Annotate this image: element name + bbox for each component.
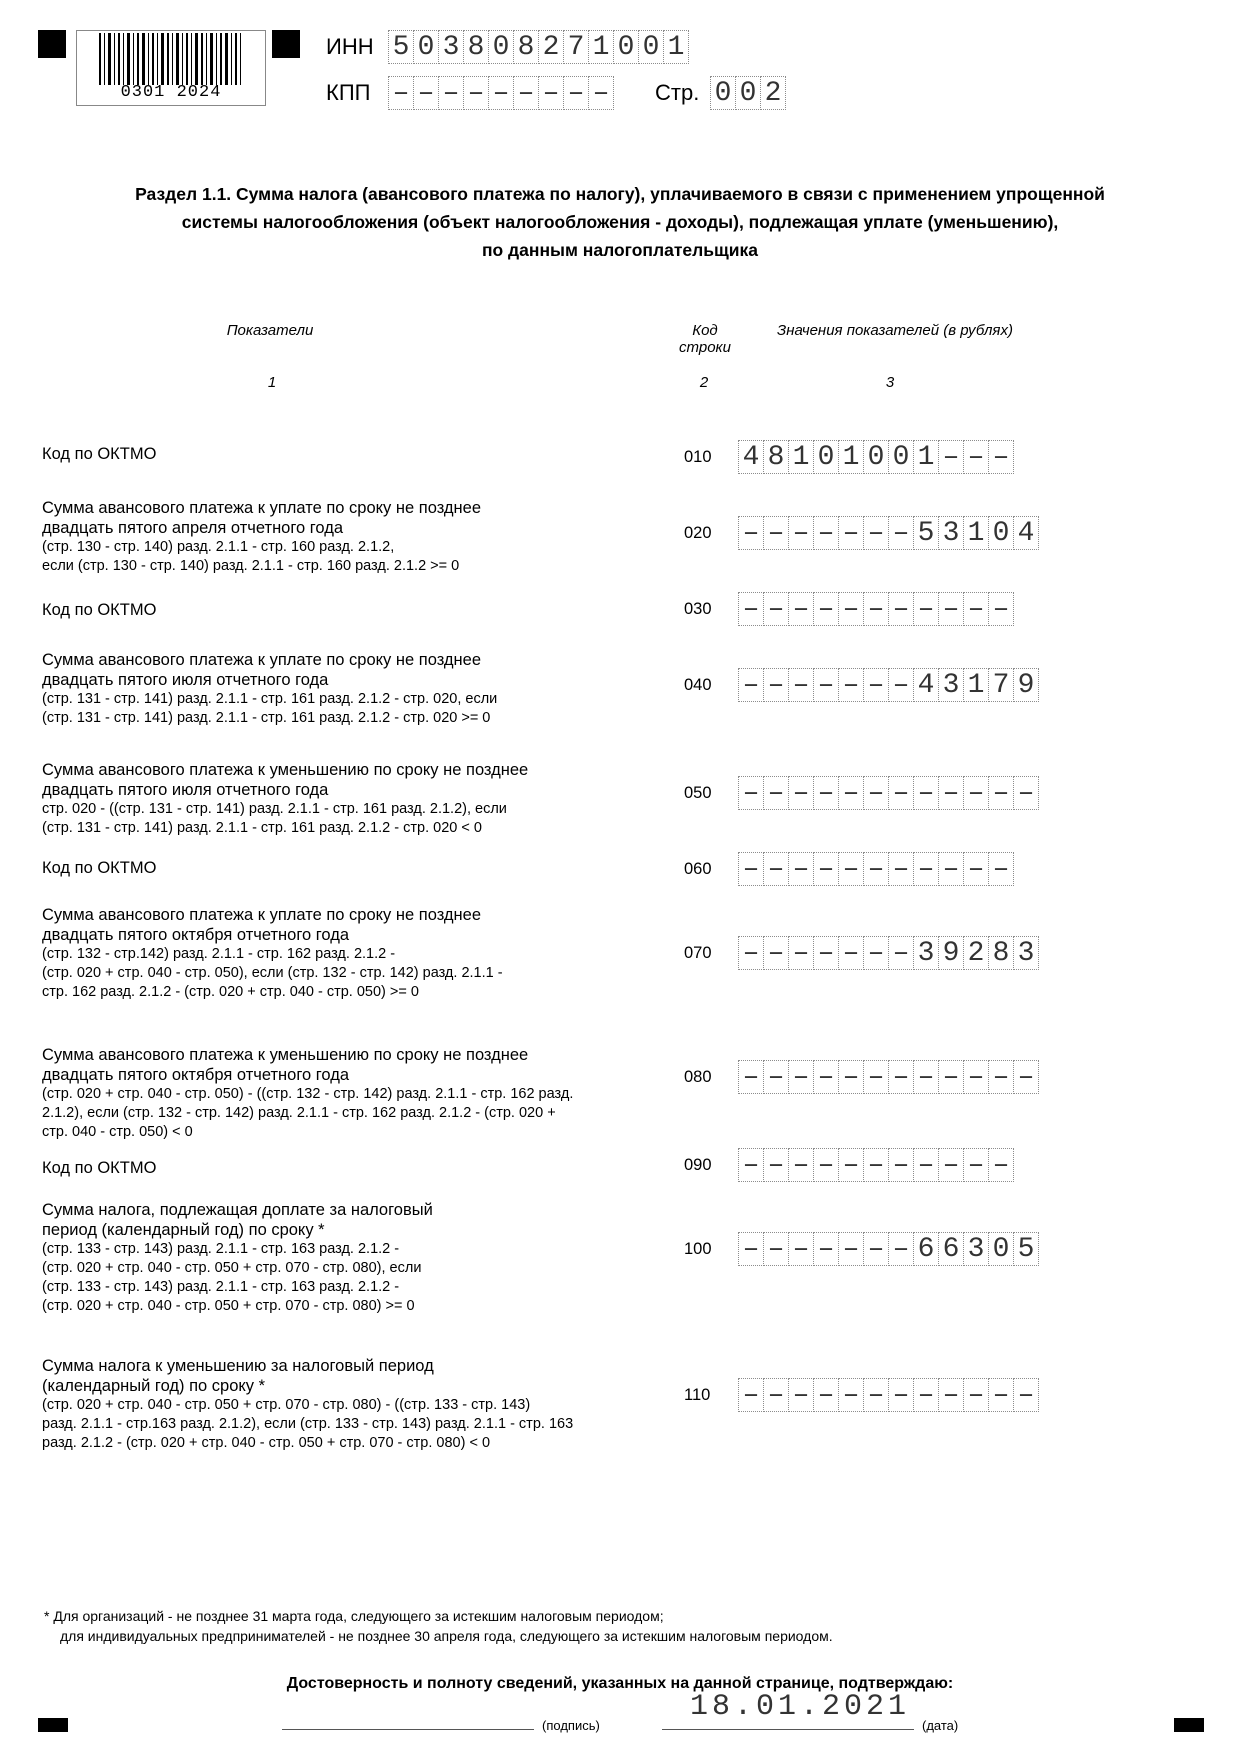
- section-title-line-3: по данным налогоплательщика: [481, 240, 759, 260]
- value-cell[interactable]: –: [888, 1378, 914, 1412]
- barcode-bars: [95, 33, 245, 85]
- value-cell[interactable]: –: [1013, 1378, 1039, 1412]
- indicator-title-line: двадцать пятого октября отчетного года: [42, 926, 350, 944]
- value-cell[interactable]: 3: [938, 668, 964, 702]
- value-cell[interactable]: –: [813, 852, 839, 886]
- value-cell[interactable]: –: [1013, 776, 1039, 810]
- indicator-label-010: [42, 444, 662, 464]
- inn-cell[interactable]: 3: [438, 30, 464, 64]
- value-cell[interactable]: –: [763, 1232, 789, 1266]
- value-cell[interactable]: –: [738, 776, 764, 810]
- value-cell[interactable]: –: [913, 1060, 939, 1094]
- value-cell[interactable]: –: [738, 668, 764, 702]
- indicator-formula-line: (стр. 131 - стр. 141) разд. 2.1.1 - стр. 161 разд. 2.1.2 - стр. 020 < 0: [42, 820, 482, 836]
- indicator-label-080: [42, 1045, 662, 1142]
- value-cell[interactable]: –: [838, 776, 864, 810]
- value-cells-090: [738, 1148, 1013, 1182]
- indicator-label-060: [42, 858, 662, 878]
- value-cell[interactable]: –: [738, 1378, 764, 1412]
- indicator-title-line: Сумма авансового платежа к уменьшению по сроку не позднее: [42, 1046, 529, 1064]
- inn-cell[interactable]: 1: [588, 30, 614, 64]
- indicator-label-030: [42, 600, 662, 620]
- value-cell[interactable]: –: [888, 1232, 914, 1266]
- value-cell[interactable]: –: [963, 1060, 989, 1094]
- indicator-formula-line: (стр. 020 + стр. 040 - стр. 050 + стр. 070 - стр. 080) - ((стр. 133 - стр. 143): [42, 1397, 531, 1413]
- value-cell[interactable]: –: [763, 1060, 789, 1094]
- indicator-title-line: период (календарный год) по сроку *: [42, 1221, 325, 1239]
- value-cell[interactable]: 1: [913, 440, 939, 474]
- value-cell[interactable]: –: [813, 1232, 839, 1266]
- value-cell[interactable]: 0: [863, 440, 889, 474]
- inn-cell[interactable]: 1: [663, 30, 689, 64]
- value-cell[interactable]: –: [963, 1378, 989, 1412]
- value-cell[interactable]: –: [863, 1232, 889, 1266]
- value-cell[interactable]: 4: [913, 668, 939, 702]
- value-cell[interactable]: 4: [1013, 516, 1039, 550]
- indicator-formula-line: (стр. 131 - стр. 141) разд. 2.1.1 - стр. 161 разд. 2.1.2 - стр. 020, если: [42, 691, 498, 707]
- indicator-formula-line: разд. 2.1.2 - (стр. 020 + стр. 040 - стр. 050 + стр. 070 - стр. 080) < 0: [42, 1435, 491, 1451]
- value-cell[interactable]: –: [838, 1378, 864, 1412]
- value-cell[interactable]: –: [738, 1232, 764, 1266]
- footnote-line-1: * Для организаций - не позднее 31 марта года, следующего за истекшим налоговым периодом;: [44, 1608, 664, 1624]
- value-cell[interactable]: –: [963, 1148, 989, 1182]
- value-cell[interactable]: –: [1013, 1060, 1039, 1094]
- column-header-code-line-1: Код: [692, 322, 718, 339]
- value-cell[interactable]: –: [788, 668, 814, 702]
- indicator-label-050: [42, 760, 662, 838]
- value-cell[interactable]: –: [888, 1060, 914, 1094]
- inn-cell[interactable]: 8: [513, 30, 539, 64]
- indicator-formula-line: (стр. 131 - стр. 141) разд. 2.1.1 - стр. 161 разд. 2.1.2 - стр. 020 >= 0: [42, 710, 491, 726]
- value-cell[interactable]: –: [888, 852, 914, 886]
- indicator-formula-line: (стр. 133 - стр. 143) разд. 2.1.1 - стр. 163 разд. 2.1.2 -: [42, 1279, 400, 1295]
- value-cell[interactable]: 8: [763, 440, 789, 474]
- value-cell[interactable]: –: [963, 776, 989, 810]
- value-cell[interactable]: –: [888, 516, 914, 550]
- line-code-030: 030: [684, 600, 712, 618]
- value-cell[interactable]: –: [963, 440, 989, 474]
- value-cell[interactable]: –: [763, 776, 789, 810]
- value-cell[interactable]: –: [988, 1378, 1014, 1412]
- value-cell[interactable]: 8: [988, 936, 1014, 970]
- value-cell[interactable]: –: [838, 1232, 864, 1266]
- column-header-indicators: Показатели: [226, 322, 314, 339]
- value-cell[interactable]: –: [763, 592, 789, 626]
- footnote-line-2: для индивидуальных предпринимателей - не позднее 30 апреля года, следующего за истекшим налоговым периодом.: [60, 1628, 833, 1644]
- value-cell[interactable]: 1: [838, 440, 864, 474]
- indicator-label-090: [42, 1158, 662, 1178]
- date-field[interactable]: [662, 1728, 914, 1730]
- section-title: [60, 180, 1180, 264]
- date-label: (дата): [922, 1718, 959, 1733]
- indicator-formula-line: (стр. 130 - стр. 140) разд. 2.1.1 - стр. 160 разд. 2.1.2,: [42, 539, 395, 555]
- value-cell[interactable]: –: [838, 1148, 864, 1182]
- value-cell[interactable]: 2: [963, 936, 989, 970]
- value-cells-040: [738, 668, 1038, 702]
- corner-marker-bottom-right: [1174, 1718, 1204, 1732]
- value-cell[interactable]: –: [788, 1060, 814, 1094]
- value-cell[interactable]: –: [863, 776, 889, 810]
- indicator-title-line: Код по ОКТМО: [42, 1159, 157, 1177]
- value-cell[interactable]: 7: [988, 668, 1014, 702]
- value-cell[interactable]: 1: [963, 668, 989, 702]
- kpp-cell[interactable]: –: [413, 76, 439, 110]
- value-cell[interactable]: –: [888, 936, 914, 970]
- value-cell[interactable]: –: [788, 1232, 814, 1266]
- value-cell[interactable]: –: [938, 1148, 964, 1182]
- value-cell[interactable]: 5: [1013, 1232, 1039, 1266]
- line-code-040: 040: [684, 676, 712, 694]
- indicator-formula-line: разд. 2.1.1 - стр.163 разд. 2.1.2), если (стр. 133 - стр. 143) разд. 2.1.1 - стр. 163: [42, 1416, 574, 1432]
- indicator-title-line: двадцать пятого апреля отчетного года: [42, 519, 344, 537]
- value-cell[interactable]: –: [863, 1148, 889, 1182]
- footnote: [44, 1606, 833, 1646]
- value-cell[interactable]: –: [913, 1378, 939, 1412]
- value-cell[interactable]: –: [838, 592, 864, 626]
- indicator-formula-line: (стр. 020 + стр. 040 - стр. 050), если (стр. 132 - стр. 142) разд. 2.1.1 -: [42, 965, 503, 981]
- value-cell[interactable]: –: [813, 668, 839, 702]
- signature-label: (подпись): [542, 1718, 600, 1733]
- indicator-formula-line: (стр. 132 - стр.142) разд. 2.1.1 - стр. 162 разд. 2.1.2 -: [42, 946, 396, 962]
- indicator-title-line: Сумма авансового платежа к уплате по сроку не позднее: [42, 499, 481, 517]
- value-cell[interactable]: –: [788, 516, 814, 550]
- line-code-050: 050: [684, 784, 712, 802]
- value-cells-060: [738, 852, 1013, 886]
- inn-cell[interactable]: 0: [613, 30, 639, 64]
- line-code-010: 010: [684, 448, 712, 466]
- value-cell[interactable]: –: [988, 1060, 1014, 1094]
- indicator-formula-line: (стр. 020 + стр. 040 - стр. 050 + стр. 070 - стр. 080) >= 0: [42, 1298, 415, 1314]
- value-cells-070: [738, 936, 1038, 970]
- indicator-formula-line: если (стр. 130 - стр. 140) разд. 2.1.1 - стр. 160 разд. 2.1.2 >= 0: [42, 558, 460, 574]
- value-cell[interactable]: –: [988, 776, 1014, 810]
- value-cell[interactable]: –: [763, 516, 789, 550]
- value-cell[interactable]: –: [813, 776, 839, 810]
- line-code-020: 020: [684, 524, 712, 542]
- value-cell[interactable]: –: [963, 852, 989, 886]
- value-cell[interactable]: –: [788, 592, 814, 626]
- value-cells-020: [738, 516, 1038, 550]
- value-cell[interactable]: –: [988, 1148, 1014, 1182]
- value-cell[interactable]: –: [938, 1378, 964, 1412]
- indicator-formula-line: (стр. 133 - стр. 143) разд. 2.1.1 - стр. 163 разд. 2.1.2 -: [42, 1241, 400, 1257]
- value-cell[interactable]: –: [913, 592, 939, 626]
- kpp-cells: [388, 76, 613, 110]
- date-value: 18.01.2021: [690, 1690, 911, 1724]
- indicator-title-line: Сумма налога, подлежащая доплате за налоговый: [42, 1201, 433, 1219]
- value-cell[interactable]: –: [988, 592, 1014, 626]
- indicator-title-line: Код по ОКТМО: [42, 601, 157, 619]
- value-cell[interactable]: –: [738, 592, 764, 626]
- value-cells-110: [738, 1378, 1038, 1412]
- value-cell[interactable]: –: [738, 936, 764, 970]
- inn-cell[interactable]: 7: [563, 30, 589, 64]
- inn-label: ИНН: [326, 34, 374, 59]
- value-cell[interactable]: –: [913, 852, 939, 886]
- section-title-line-2: системы налогообложения (объект налогообложения - доходы), подлежащая уплате (уменьшению),: [181, 212, 1059, 232]
- indicator-formula-line: (стр. 020 + стр. 040 - стр. 050) - ((стр. 132 - стр. 142) разд. 2.1.1 - стр. 162 разд.: [42, 1086, 574, 1102]
- column-header-code-line-2: строки: [679, 339, 731, 356]
- indicator-title-line: двадцать пятого октября отчетного года: [42, 1066, 350, 1084]
- value-cell[interactable]: 6: [938, 1232, 964, 1266]
- value-cell[interactable]: –: [788, 1378, 814, 1412]
- value-cell[interactable]: –: [838, 516, 864, 550]
- value-cell[interactable]: –: [988, 440, 1014, 474]
- value-cell[interactable]: –: [763, 936, 789, 970]
- line-code-100: 100: [684, 1240, 712, 1258]
- value-cell[interactable]: –: [813, 936, 839, 970]
- value-cell[interactable]: –: [788, 1148, 814, 1182]
- value-cell[interactable]: –: [738, 852, 764, 886]
- line-code-070: 070: [684, 944, 712, 962]
- page-number-cell[interactable]: 2: [760, 76, 786, 110]
- value-cell[interactable]: –: [813, 592, 839, 626]
- value-cell[interactable]: –: [863, 936, 889, 970]
- value-cell[interactable]: 4: [738, 440, 764, 474]
- indicator-title-line: (календарный год) по сроку *: [42, 1377, 266, 1395]
- kpp-cell[interactable]: –: [538, 76, 564, 110]
- value-cell[interactable]: –: [813, 516, 839, 550]
- value-cell[interactable]: 1: [788, 440, 814, 474]
- value-cell[interactable]: –: [913, 776, 939, 810]
- indicator-formula-line: (стр. 020 + стр. 040 - стр. 050 + стр. 070 - стр. 080), если: [42, 1260, 422, 1276]
- corner-marker-bottom-left: [38, 1718, 68, 1732]
- kpp-label: КПП: [326, 80, 371, 105]
- value-cell[interactable]: 0: [988, 516, 1014, 550]
- barcode: [76, 30, 266, 106]
- indicator-label-100: [42, 1200, 662, 1316]
- kpp-cell[interactable]: –: [388, 76, 414, 110]
- confirmation-text: Достоверность и полноту сведений, указанных на данной странице, подтверждаю:: [286, 1675, 954, 1692]
- value-cell[interactable]: 6: [913, 1232, 939, 1266]
- signature-field[interactable]: [282, 1728, 534, 1730]
- inn-cell[interactable]: 0: [413, 30, 439, 64]
- value-cells-010: [738, 440, 1013, 474]
- page-number-cells: [710, 76, 785, 110]
- indicator-title-line: Код по ОКТМО: [42, 445, 157, 463]
- indicator-title-line: Сумма авансового платежа к уплате по сроку не позднее: [42, 651, 481, 669]
- value-cell[interactable]: –: [863, 516, 889, 550]
- barcode-number: 0301 2024: [120, 83, 222, 102]
- value-cell[interactable]: –: [838, 936, 864, 970]
- value-cell[interactable]: –: [913, 1148, 939, 1182]
- value-cell[interactable]: –: [788, 936, 814, 970]
- inn-cell[interactable]: 2: [538, 30, 564, 64]
- value-cell[interactable]: –: [738, 1060, 764, 1094]
- value-cell[interactable]: –: [863, 592, 889, 626]
- column-header-code: [665, 322, 745, 356]
- value-cell[interactable]: –: [888, 776, 914, 810]
- value-cell[interactable]: –: [838, 668, 864, 702]
- value-cell[interactable]: 9: [1013, 668, 1039, 702]
- value-cell[interactable]: –: [813, 1378, 839, 1412]
- value-cells-050: [738, 776, 1038, 810]
- value-cell[interactable]: –: [863, 1378, 889, 1412]
- indicator-label-110: [42, 1356, 662, 1453]
- value-cell[interactable]: –: [813, 1060, 839, 1094]
- page-label: Стр.: [655, 80, 700, 105]
- indicator-formula-line: стр. 020 - ((стр. 131 - стр. 141) разд. 2.1.1 - стр. 161 разд. 2.1.2), если: [42, 801, 507, 817]
- value-cell[interactable]: 3: [963, 1232, 989, 1266]
- inn-cell[interactable]: 5: [388, 30, 414, 64]
- indicator-formula-line: стр. 162 разд. 2.1.2 - (стр. 020 + стр. 040 - стр. 050) >= 0: [42, 984, 419, 1000]
- value-cell[interactable]: –: [888, 1148, 914, 1182]
- inn-cell[interactable]: 0: [488, 30, 514, 64]
- value-cell[interactable]: –: [938, 592, 964, 626]
- value-cell[interactable]: –: [863, 668, 889, 702]
- indicator-title-line: двадцать пятого июля отчетного года: [42, 781, 329, 799]
- corner-marker-top-left: [38, 30, 66, 58]
- value-cell[interactable]: –: [788, 776, 814, 810]
- kpp-cell[interactable]: –: [488, 76, 514, 110]
- value-cell[interactable]: –: [938, 440, 964, 474]
- corner-marker-top-right: [272, 30, 300, 58]
- column-number-3: 3: [885, 374, 895, 391]
- line-code-110: 110: [684, 1386, 711, 1404]
- inn-cell[interactable]: 8: [463, 30, 489, 64]
- inn-cells: [388, 30, 688, 64]
- page-number-cell[interactable]: 0: [735, 76, 761, 110]
- value-cell[interactable]: 3: [938, 516, 964, 550]
- column-header-values: Значения показателей (в рублях): [777, 322, 1013, 339]
- indicator-label-040: [42, 650, 662, 728]
- value-cell[interactable]: 9: [938, 936, 964, 970]
- value-cell[interactable]: –: [938, 776, 964, 810]
- value-cell[interactable]: –: [863, 1060, 889, 1094]
- value-cell[interactable]: –: [738, 516, 764, 550]
- value-cells-030: [738, 592, 1013, 626]
- value-cells-080: [738, 1060, 1038, 1094]
- indicator-title-line: Сумма налога к уменьшению за налоговый период: [42, 1357, 434, 1375]
- kpp-cell[interactable]: –: [588, 76, 614, 110]
- value-cell[interactable]: –: [938, 852, 964, 886]
- value-cell[interactable]: –: [763, 1148, 789, 1182]
- value-cell[interactable]: –: [963, 592, 989, 626]
- value-cell[interactable]: –: [888, 592, 914, 626]
- value-cell[interactable]: –: [838, 852, 864, 886]
- kpp-cell[interactable]: –: [513, 76, 539, 110]
- value-cell[interactable]: –: [988, 852, 1014, 886]
- line-code-080: 080: [684, 1068, 712, 1086]
- indicator-label-020: [42, 498, 662, 576]
- column-number-2: 2: [699, 374, 709, 391]
- value-cell[interactable]: –: [763, 852, 789, 886]
- indicator-formula-line: 2.1.2), если (стр. 132 - стр. 142) разд. 2.1.1 - стр. 162 разд. 2.1.2 - (стр. 020 +: [42, 1105, 556, 1121]
- line-code-060: 060: [684, 860, 712, 878]
- value-cell[interactable]: –: [888, 668, 914, 702]
- value-cell[interactable]: –: [813, 1148, 839, 1182]
- column-number-1: 1: [267, 374, 277, 391]
- value-cell[interactable]: –: [763, 1378, 789, 1412]
- kpp-cell[interactable]: –: [563, 76, 589, 110]
- value-cell[interactable]: 5: [913, 516, 939, 550]
- inn-cell[interactable]: 0: [638, 30, 664, 64]
- value-cell[interactable]: 0: [888, 440, 914, 474]
- value-cell[interactable]: –: [938, 1060, 964, 1094]
- value-cell[interactable]: 3: [1013, 936, 1039, 970]
- value-cell[interactable]: 3: [913, 936, 939, 970]
- value-cell[interactable]: –: [788, 852, 814, 886]
- indicator-title-line: Код по ОКТМО: [42, 859, 157, 877]
- value-cell[interactable]: –: [863, 852, 889, 886]
- value-cell[interactable]: –: [738, 1148, 764, 1182]
- kpp-cell[interactable]: –: [463, 76, 489, 110]
- indicator-title-line: Сумма авансового платежа к уплате по сроку не позднее: [42, 906, 481, 924]
- value-cell[interactable]: 0: [813, 440, 839, 474]
- value-cell[interactable]: 0: [988, 1232, 1014, 1266]
- value-cell[interactable]: 1: [963, 516, 989, 550]
- indicator-label-070: [42, 905, 662, 1002]
- section-title-line-1: Раздел 1.1. Сумма налога (авансового платежа по налогу), уплачиваемого в связи с применением упрощенной: [135, 184, 1105, 204]
- kpp-cell[interactable]: –: [438, 76, 464, 110]
- line-code-090: 090: [684, 1156, 712, 1174]
- indicator-title-line: двадцать пятого июля отчетного года: [42, 671, 329, 689]
- value-cell[interactable]: –: [763, 668, 789, 702]
- page-number-cell[interactable]: 0: [710, 76, 736, 110]
- indicator-title-line: Сумма авансового платежа к уменьшению по сроку не позднее: [42, 761, 529, 779]
- indicator-formula-line: стр. 040 - стр. 050) < 0: [42, 1124, 193, 1140]
- value-cells-100: [738, 1232, 1038, 1266]
- value-cell[interactable]: –: [838, 1060, 864, 1094]
